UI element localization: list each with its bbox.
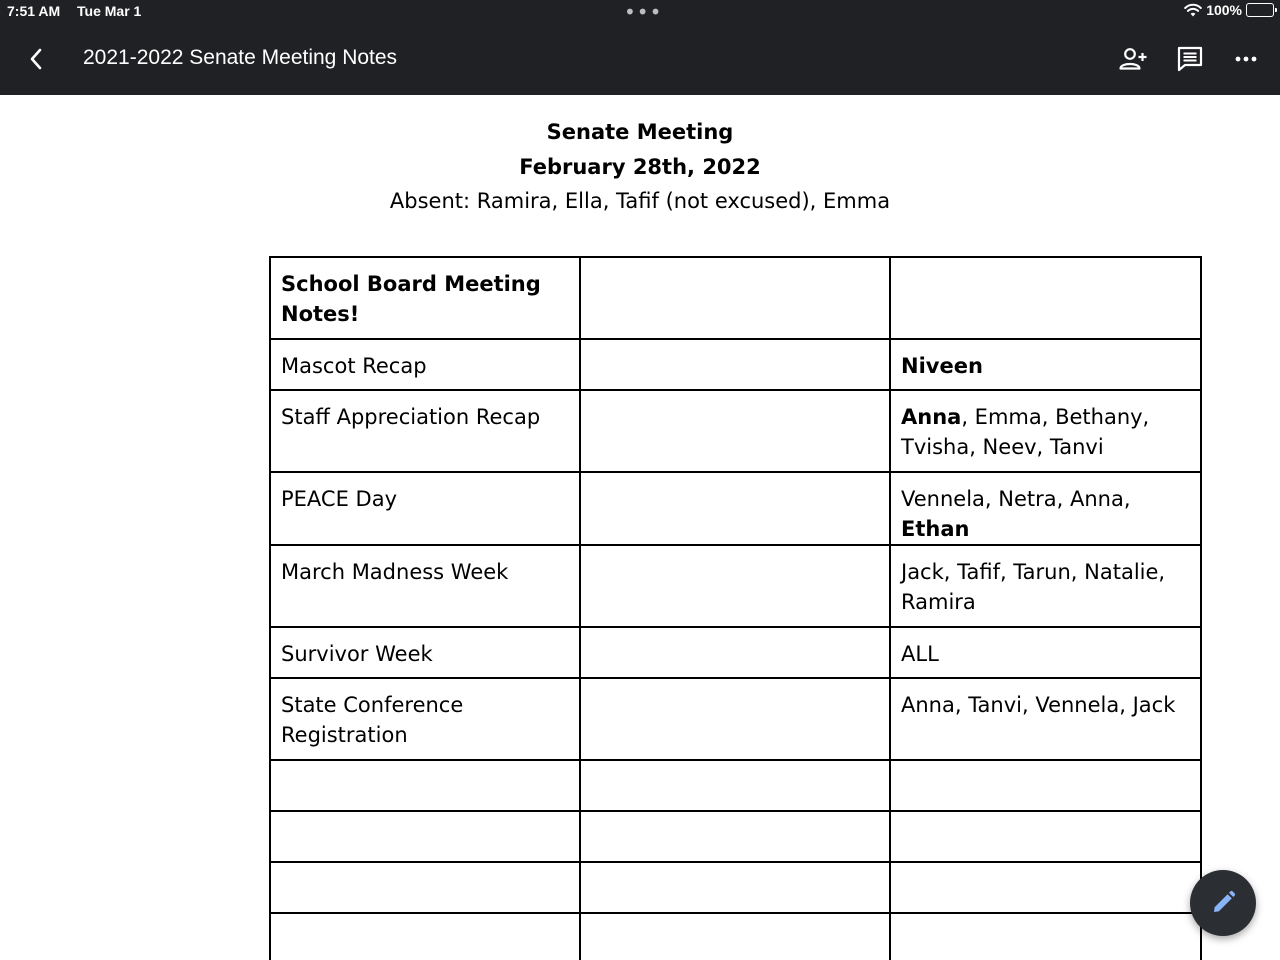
document-title: 2021-2022 Senate Meeting Notes xyxy=(83,46,398,69)
table-row-empty xyxy=(270,760,1201,811)
table-cell-topic[interactable]: Mascot Recap xyxy=(270,339,580,390)
table-cell-topic[interactable]: PEACE Day xyxy=(270,472,580,545)
table-cell[interactable]: School Board Meeting Notes! xyxy=(270,257,580,339)
table-cell[interactable] xyxy=(580,760,890,811)
table-row-empty xyxy=(270,862,1201,913)
table-cell-people[interactable] xyxy=(890,678,1201,760)
multitasking-dots[interactable]: ••• xyxy=(624,0,663,24)
status-time: 7:51 AM xyxy=(7,3,61,19)
lead-person-name: Ethan xyxy=(901,517,970,541)
table-row xyxy=(270,339,1201,390)
table-cell[interactable] xyxy=(580,472,890,545)
table-cell[interactable] xyxy=(270,811,580,862)
table-cell-people[interactable] xyxy=(890,339,1201,390)
status-date: Tue Mar 1 xyxy=(77,3,142,19)
meeting-date: February 28th, 2022 xyxy=(519,155,761,179)
table-cell[interactable] xyxy=(270,913,580,960)
table-cell-people[interactable] xyxy=(890,627,1201,678)
more-options-button[interactable] xyxy=(1229,42,1263,76)
table-cell[interactable] xyxy=(270,760,580,811)
edit-button[interactable] xyxy=(1190,870,1256,936)
top-bar xyxy=(0,0,1280,95)
person-names: , Emma, Bethany, Tvisha, Neev, Tanvi xyxy=(901,405,1150,459)
person-names: Vennela, Netra, Anna, xyxy=(901,487,1131,511)
table-row xyxy=(270,678,1201,760)
lead-person-name: Anna xyxy=(901,405,962,429)
table-cell[interactable] xyxy=(580,339,890,390)
table-cell-topic[interactable]: State Conference Registration xyxy=(270,678,580,760)
table-row xyxy=(270,545,1201,627)
wifi-icon xyxy=(1184,3,1202,17)
table-row xyxy=(270,627,1201,678)
person-names: Jack, Tafif, Tarun, Natalie, Ramira xyxy=(901,560,1166,614)
battery-percent: 100% xyxy=(1206,2,1242,18)
table-cell-topic[interactable]: Survivor Week xyxy=(270,627,580,678)
table-header-row xyxy=(270,257,1201,339)
status-indicators xyxy=(1184,2,1274,18)
table-cell[interactable] xyxy=(580,390,890,472)
table-cell[interactable] xyxy=(580,627,890,678)
table-row-empty xyxy=(270,913,1201,960)
table-row-empty xyxy=(270,811,1201,862)
table-cell[interactable] xyxy=(890,862,1201,913)
table-cell[interactable] xyxy=(890,811,1201,862)
table-cell[interactable] xyxy=(890,257,1201,339)
back-button[interactable] xyxy=(22,43,50,75)
table-cell-topic[interactable]: Staff Appreciation Recap xyxy=(270,390,580,472)
table-cell[interactable] xyxy=(580,913,890,960)
table-cell[interactable] xyxy=(580,862,890,913)
edit-pencil-icon xyxy=(1210,890,1236,916)
table-cell-people[interactable] xyxy=(890,545,1201,627)
table-cell-topic[interactable]: March Madness Week xyxy=(270,545,580,627)
battery-icon xyxy=(1246,3,1274,17)
lead-person-name: Niveen xyxy=(901,354,983,378)
table-cell-people[interactable] xyxy=(890,472,1201,545)
table-cell-people[interactable] xyxy=(890,390,1201,472)
meeting-title: Senate Meeting xyxy=(546,120,734,144)
table-cell[interactable] xyxy=(580,545,890,627)
absent-list: Absent: Ramira, Ella, Tafif (not excused), Emma xyxy=(389,189,891,213)
more-horizontal-icon xyxy=(1234,55,1258,63)
table-cell[interactable] xyxy=(890,913,1201,960)
comment-icon xyxy=(1177,46,1203,72)
share-button[interactable] xyxy=(1116,42,1150,76)
table-cell[interactable] xyxy=(580,811,890,862)
table-cell[interactable] xyxy=(580,257,890,339)
notes-table xyxy=(269,256,1202,960)
person-names: ALL xyxy=(901,642,939,666)
table-row xyxy=(270,472,1201,545)
comment-button[interactable] xyxy=(1173,42,1207,76)
table-cell[interactable] xyxy=(580,678,890,760)
person-names: Anna, Tanvi, Vennela, Jack xyxy=(901,693,1176,717)
table-row xyxy=(270,390,1201,472)
back-chevron-icon xyxy=(28,47,44,71)
table-cell[interactable] xyxy=(270,862,580,913)
add-person-icon xyxy=(1118,47,1148,71)
table-cell[interactable] xyxy=(890,760,1201,811)
